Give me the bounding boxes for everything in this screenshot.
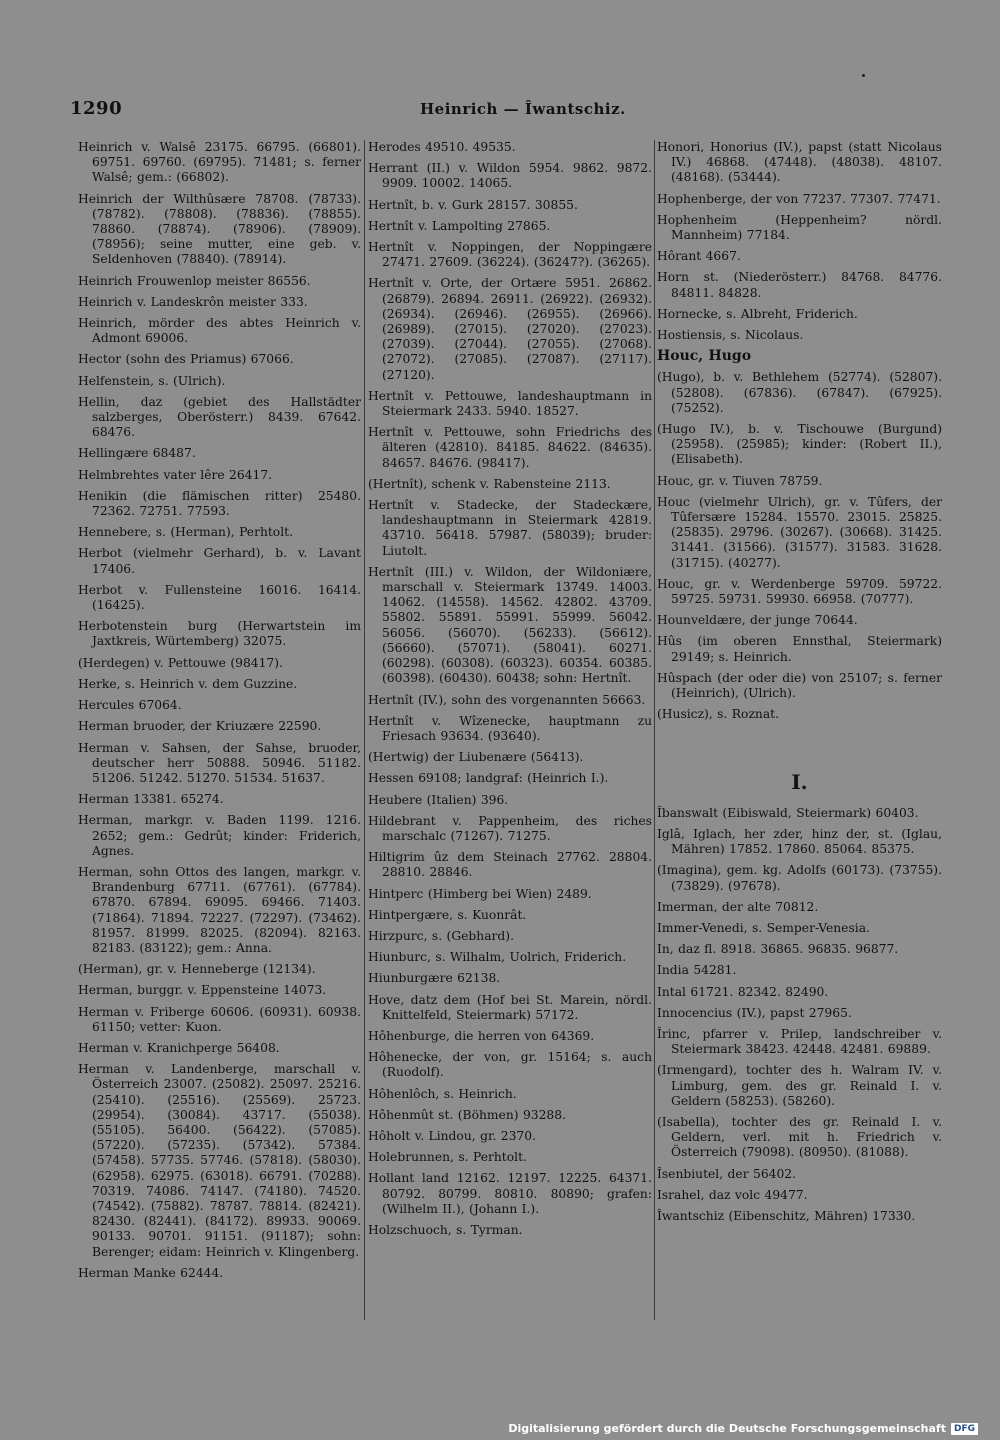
index-entry: Herman, burggr. v. Eppensteine 14073. [78, 983, 327, 998]
index-entry: Herman v. Sahsen, der Sahse, bruoder, deutscher herr 50888. 50946. 51182. 51206. 51242. 51270. 51534. 51637. [78, 740, 361, 785]
index-entry: Herman, sohn Ottos des langen, markgr. v. Brandenburg 67711. (67761). (67784). 67870. 67894. 69095. 69466. 71403. (71864). 71894. 72227. (72297). (73462). 81957. 81999. 82025. (82094). 82163. 82183. (83122); gem.: Anna. [78, 864, 361, 955]
index-entry: Herbot (vielmehr Gerhard), b. v. Lavant 17406. [78, 546, 361, 576]
index-entry: Houc, Hugo [657, 348, 752, 365]
index-entry: Hiunburc, s. Wilhalm, Uolrich, Friderich. [368, 950, 627, 965]
index-entry: Hôhenburge, die herren von 64369. [368, 1028, 595, 1043]
index-entry: Herodes 49510. 49535. [368, 140, 516, 154]
index-entry: Henikin (die flämischen ritter) 25480. 72362. 72751. 77593. [78, 488, 361, 519]
index-entry: Hôholt v. Lindou, gr. 2370. [368, 1128, 536, 1143]
index-entry: Hertnît v. Pettouwe, sohn Friedrichs des älteren (42810). 84185. 84622. (84635). 84657. 84676. (98417). [368, 425, 652, 470]
index-entry: Îbanswalt (Eibiswald, Steiermark) 60403. [657, 805, 919, 820]
index-entry: Hôhenlôch, s. Heinrich. [368, 1086, 517, 1101]
index-entry: Hôhenmût st. (Böhmen) 93288. [368, 1107, 566, 1122]
index-entry: Horn st. (Niederösterr.) 84768. 84776. 84811. 84828. [657, 270, 942, 300]
index-entry: Hertnît v. Lampolting 27865. [368, 218, 551, 233]
index-entry: Hiunburgære 62138. [368, 971, 501, 986]
index-entry: (Hertnît), schenk v. Rabensteine 2113. [368, 476, 611, 491]
index-entry: India 54281. [657, 963, 737, 978]
index-entry: Immer-Venedi, s. Semper-Venesia. [657, 920, 870, 935]
index-entry: Houc, gr. v. Werdenberge 59709. 59722. 59725. 59731. 59930. 66958. (70777). [657, 576, 942, 607]
index-entry: Houc (vielmehr Ulrich), gr. v. Tûfers, der Tûfersære 15284. 15570. 23015. 25825. (25835). 29796. (30267). (30668). 31425. 31441. (31566). (31577). 31583. 31628. (31715). (40277). [657, 494, 942, 570]
index-entry: Hiltigrim ûz dem Steinach 27762. 28804. 28810. 28846. [368, 850, 652, 880]
index-entry: Hertnît (III.) v. Wildon, der Wildoniære, marschall v. Steiermark 13749. 14003. 14062. (14558). 14562. 42802. 43709. 55802. 55891. 55991. 55999. 56042. 56056. (56070). (56233). (56612). (56660). (57071). (58041). 60271. (60298). (60308). (60323). 60354. 60385. (60398). (60430). 60438; sohn: Hertnît. [368, 564, 652, 686]
index-column-2 [368, 140, 652, 1244]
index-entry: Heinrich, mörder des abtes Heinrich v. Admont 69006. [78, 316, 361, 346]
index-entry: Hellingære 68487. [78, 446, 196, 461]
index-entry: Hornecke, s. Albreht, Friderich. [657, 306, 858, 321]
index-entry: Hercules 67064. [78, 698, 182, 713]
index-entry: Hertnît (IV.), sohn des vorgenannten 56663. [368, 692, 646, 707]
index-entry: Hirzpurc, s. (Gebhard). [368, 928, 514, 943]
index-entry: Herbotenstein burg (Herwartstein im Jaxtkreis, Würtemberg) 32075. [78, 619, 361, 649]
index-entry: (Hertwig) der Liubenære (56413). [368, 750, 584, 765]
section-letter-heading: I. [791, 769, 808, 794]
column-rule [654, 140, 655, 1320]
index-entry: Helmbrehtes vater lêre 26417. [78, 467, 273, 482]
index-entry: (Herman), gr. v. Henneberge (12134). [78, 962, 316, 977]
index-entry: Herman, markgr. v. Baden 1199. 1216. 2652; gem.: Gedrût; kinder: Friderich, Agnes. [78, 813, 361, 858]
index-entry: Hintpergære, s. Kuonrât. [368, 907, 527, 922]
index-entry: Hove, datz dem (Hof bei St. Marein, nördl. Knittelfeld, Steiermark) 57172. [368, 992, 652, 1022]
index-entry: Hostiensis, s. Nicolaus. [657, 328, 804, 343]
index-entry: Hintperc (Himberg bei Wien) 2489. [368, 886, 592, 901]
index-entry: (Hugo), b. v. Bethlehem (52774). (52807). (52808). (67836). (67847). (67925). (75252). [657, 370, 942, 415]
index-entry: Hessen 69108; landgraf: (Heinrich I.). [368, 771, 609, 786]
index-entry: Helfenstein, s. (Ulrich). [78, 373, 226, 388]
index-entry: Hertnît v. Stadecke, der Stadeckære, landeshauptmann in Steiermark 42819. 43710. 56418. 57987. (58039); bruder: Liutolt. [368, 498, 652, 558]
index-entry: Israhel, daz volc 49477. [657, 1187, 808, 1202]
index-entry: Heinrich v. Walsê 23175. 66795. (66801). 69751. 69760. (69795). 71481; s. ferner Walsê; gem.: (66802). [78, 140, 361, 185]
index-entry: Iglâ, Iglach, her zder, hinz der, st. (Iglau, Mähren) 17852. 17860. 85064. 85375. [657, 826, 942, 857]
index-entry: Innocencius (IV.), papst 27965. [657, 1005, 852, 1020]
index-entry: (Hugo IV.), b. v. Tischouwe (Burgund) (25958). (25985); kinder: (Robert II.), (Elisabeth). [657, 422, 942, 467]
index-entry: Îsenbiutel, der 56402. [657, 1166, 797, 1181]
index-entry: Heubere (Italien) 396. [368, 792, 509, 807]
index-entry: Herman Manke 62444. [78, 1265, 224, 1280]
index-entry: Herman bruoder, der Kriuzære 22590. [78, 719, 322, 734]
index-entry: Hennebere, s. (Herman), Perhtolt. [78, 525, 293, 540]
footer-text: Digitalisierung gefördert durch die Deutsche Forschungsgemeinschaft [508, 1422, 946, 1435]
index-entry: In, daz fl. 8918. 36865. 96835. 96877. [657, 942, 899, 957]
index-entry: Herman 13381. 65274. [78, 792, 224, 807]
index-entry: Hertnît, b. v. Gurk 28157. 30855. [368, 197, 578, 212]
index-entry: Hector (sohn des Priamus) 67066. [78, 352, 294, 367]
index-entry: Herbot v. Fullensteine 16016. 16414. (16425). [78, 582, 361, 613]
index-entry: Herke, s. Heinrich v. dem Guzzine. [78, 676, 298, 691]
index-entry: Hertnît v. Pettouwe, landeshauptmann in Steiermark 2433. 5940. 18527. [368, 388, 652, 419]
dfg-logo: DFG [951, 1423, 978, 1435]
index-entry: Hertnît v. Orte, der Ortære 5951. 26862. (26879). 26894. 26911. (26922). (26932). (26934). (26946). (26955). (26966). (26989). (27015). (27020). (27023). (27039). (27044). (27055). (27068). (27072). (27085). (27087). (27117). (27120). [368, 276, 652, 382]
index-entry: Hertnît v. Wîzenecke, hauptmann zu Friesach 93634. (93640). [368, 713, 652, 743]
index-column-1 [78, 140, 361, 1287]
index-entry: Îwantschiz (Eibenschitz, Mähren) 17330. [657, 1208, 916, 1223]
index-entry: Hophenberge, der von 77237. 77307. 77471. [657, 191, 941, 206]
index-entry: Houc, gr. v. Tiuven 78759. [657, 473, 823, 488]
index-entry: Hûs (im oberen Ennsthal, Steiermark) 29149; s. Heinrich. [657, 634, 942, 664]
index-entry: (Imagina), gem. kg. Adolfs (60173). (73755). (73829). (97678). [657, 863, 942, 893]
index-entry: Hounveldære, der junge 70644. [657, 613, 858, 628]
index-entry: Holebrunnen, s. Perhtolt. [368, 1150, 527, 1165]
index-entry: Herman v. Kranichperge 56408. [78, 1040, 280, 1055]
index-entry: Hophenheim (Heppenheim? nördl. Mannheim) 77184. [657, 212, 942, 243]
index-entry: Hildebrant v. Pappenheim, des riches marschalc (71267). 71275. [368, 813, 652, 843]
index-column-3 [657, 140, 942, 1230]
index-entry: Herman v. Friberge 60606. (60931). 60938. 61150; vetter: Kuon. [78, 1004, 361, 1034]
index-entry: Heinrich der Wilthûsære 78708. (78733). (78782). (78808). (78836). (78855). 78860. (78874). (78906). (78909). (78956); seine mutter, eine geb. v. Seldenhoven (78840). (78914). [78, 191, 361, 267]
index-entry: Hûspach (der oder die) von 25107; s. ferner (Heinrich), (Ulrich). [657, 670, 942, 701]
page-number: 1290 [70, 98, 123, 119]
index-entry: (Irmengard), tochter des h. Walram IV. v. Limburg, gem. des gr. Reinald I. v. Geldern (58253). (58260). [657, 1063, 942, 1108]
footer-credit [508, 1422, 978, 1435]
index-entry: (Isabella), tochter des gr. Reinald I. v. Geldern, verl. mit h. Friedrich v. Österreich (79098). (80950). (81088). [657, 1114, 942, 1160]
index-entry: Heinrich Frouwenlop meister 86556. [78, 273, 311, 288]
index-entry: Imerman, der alte 70812. [657, 899, 819, 914]
index-entry: (Husicz), s. Roznat. [657, 707, 780, 722]
index-entry: Herman v. Landenberge, marschall v. Österreich 23007. (25082). 25097. 25216. (25410). (25516). (25569). 25723. (29954). (30084). 43717. (55038). (55105). 56400. (56422). (57085). (57220). (57235). (57342). 57384. (57458). 57735. 57746. (57818). (58030). (62958). 62975. (63018). 66791. (70288). 70319. 74086. 74147. (74180). 74520. (74542). (75882). 78787. 78814. (82421). 82430. (82441). (84172). 89933. 90069. 90133. 90701. 91151. (91187); sohn: Berenger; eidam: Heinrich v. Klingenberg. [78, 1062, 361, 1259]
index-entry: (Herdegen) v. Pettouwe (98417). [78, 655, 283, 670]
index-entry: Îrinc, pfarrer v. Prilep, landschreiber v. Steiermark 38423. 42448. 42481. 69889. [657, 1026, 942, 1057]
index-entry: Hôhenecke, der von, gr. 15164; s. auch (Ruodolf). [368, 1050, 652, 1080]
index-entry: Hollant land 12162. 12197. 12225. 64371. 80792. 80799. 80810. 80890; grafen: (Wilhelm II.), (Johann I.). [368, 1171, 652, 1216]
index-entry: Hellin, daz (gebiet des Hallstädter salzberges, Oberösterr.) 8439. 67642. 68476. [78, 394, 361, 440]
index-entry: Heinrich v. Landeskrôn meister 333. [78, 294, 308, 309]
index-entry: Honori, Honorius (IV.), papst (statt Nicolaus IV.) 46868. (47448). (48038). 48107. (48168). (53444). [657, 140, 942, 185]
index-entry: Herrant (II.) v. Wildon 5954. 9862. 9872. 9909. 10002. 14065. [368, 161, 652, 191]
column-rule [364, 140, 365, 1320]
index-entry: Intal 61721. 82342. 82490. [657, 984, 829, 999]
index-entry: Holzschuoch, s. Tyrman. [368, 1222, 523, 1237]
speck-mark [862, 74, 865, 77]
index-entry: Hertnît v. Noppingen, der Noppingære 27471. 27609. (36224). (36247?). (36265). [368, 240, 652, 270]
running-head: Heinrich — Îwantschiz. [420, 100, 626, 118]
index-entry: Hôrant 4667. [657, 249, 741, 264]
